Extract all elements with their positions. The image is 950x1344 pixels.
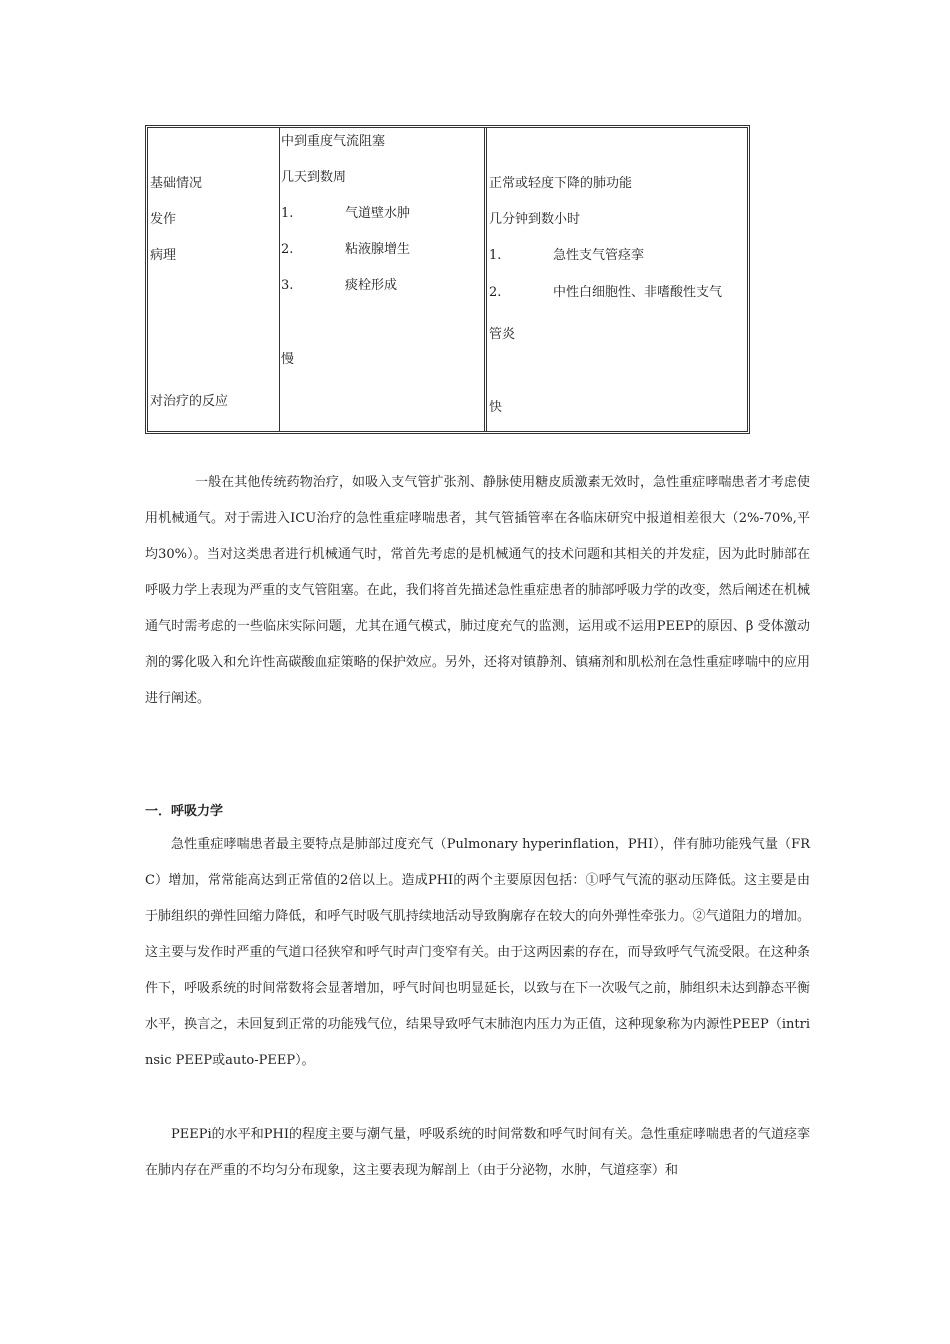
cell-chronic-path-1: 1. 气道壁水肿 bbox=[281, 206, 411, 221]
table-column-acute bbox=[487, 128, 747, 431]
row-label-pathology: 病理 bbox=[150, 248, 177, 263]
paragraph-mechanics: 急性重症哮喘患者最主要特点是肺部过度充气（Pulmonary hyperinflation，PHI），伴有肺功能残气量（FRC）增加，常常能高达到正常值的2倍以上。造成PHI的两个主要原因包括：①呼气气流的驱动压降低。这主要是由于肺组织的弹性回缩力降低，和呼气时吸气肌持续地活动导致胸廓存在较大的向外弹性牵张力。②气道阻力的增加。这主要与发作时严重的气道口径狭窄和呼气时声门变窄有关。由于这两因素的存在，而导致呼气气流受限。在这种条件下，呼吸系统的时间常数将会显著增加，呼气时间也明显延长，以致与在下一次吸气之前，肺组织未达到静态平衡水平，换言之，未回复到正常的功能残气位，结果导致呼气末肺泡内压力为正值，这种现象称为内源性PEEP（intrinsic PEEP或auto-PEEP）。 bbox=[145, 837, 810, 1068]
cell-acute-onset: 几分钟到数小时 bbox=[489, 212, 581, 227]
cell-chronic-path-2: 2. 粘液腺增生 bbox=[281, 242, 411, 257]
section-heading: 一．呼吸力学 bbox=[145, 804, 224, 819]
cell-chronic-path-3: 3. 痰栓形成 bbox=[281, 278, 398, 293]
row-label-response: 对治疗的反应 bbox=[150, 394, 229, 409]
cell-acute-path-cont: 管炎 bbox=[489, 327, 516, 342]
cell-acute-path-2: 2. 中性白细胞性、非嗜酸性支气 bbox=[489, 285, 723, 300]
cell-chronic-onset: 几天到数周 bbox=[281, 170, 347, 185]
row-label-base: 基础情况 bbox=[150, 176, 203, 191]
row-label-onset: 发作 bbox=[150, 212, 177, 227]
cell-acute-response: 快 bbox=[489, 400, 503, 415]
cell-acute-path-1: 1. 急性支气管痉挛 bbox=[489, 248, 645, 263]
cell-acute-base: 正常或轻度下降的肺功能 bbox=[489, 176, 633, 191]
paragraph-intro: 一般在其他传统药物治疗，如吸入支气管扩张剂、静脉使用糖皮质激素无效时，急性重症哮喘患者才考虑使用机械通气。对于需进入ICU治疗的急性重症哮喘患者，其气管插管率在各临床研究中报道相差很大（2%-70%,平均30%）。当对这类患者进行机械通气时，常首先考虑的是机械通气的技术问题和其相关的并发症，因为此时肺部在呼吸力学上表现为严重的支气管阻塞。在此，我们将首先描述急性重症患者的肺部呼吸力学的改变，然后阐述在机械通气时需考虑的一些临床实际问题，尤其在通气模式，肺过度充气的监测，运用或不运用PEEP的原因、β 受体激动剂的雾化吸入和允许性高碳酸血症策略的保护效应。另外，还将对镇静剂、镇痛剂和肌松剂在急性重症哮喘中的应用进行阐述。 bbox=[145, 475, 810, 706]
table-column-chronic bbox=[279, 128, 487, 431]
paragraph-peepi: PEEPi的水平和PHI的程度主要与潮气量，呼吸系统的时间常数和呼气时间有关。急性重症哮喘患者的气道痉挛在肺内存在严重的不均匀分布现象，这主要表现为解剖上（由于分泌物，水肿，气道痉挛）和 bbox=[145, 1127, 810, 1178]
table-column-labels bbox=[148, 128, 280, 431]
cell-chronic-response: 慢 bbox=[281, 352, 295, 367]
comparison-table bbox=[145, 125, 750, 434]
cell-chronic-base: 中到重度气流阻塞 bbox=[281, 134, 386, 149]
